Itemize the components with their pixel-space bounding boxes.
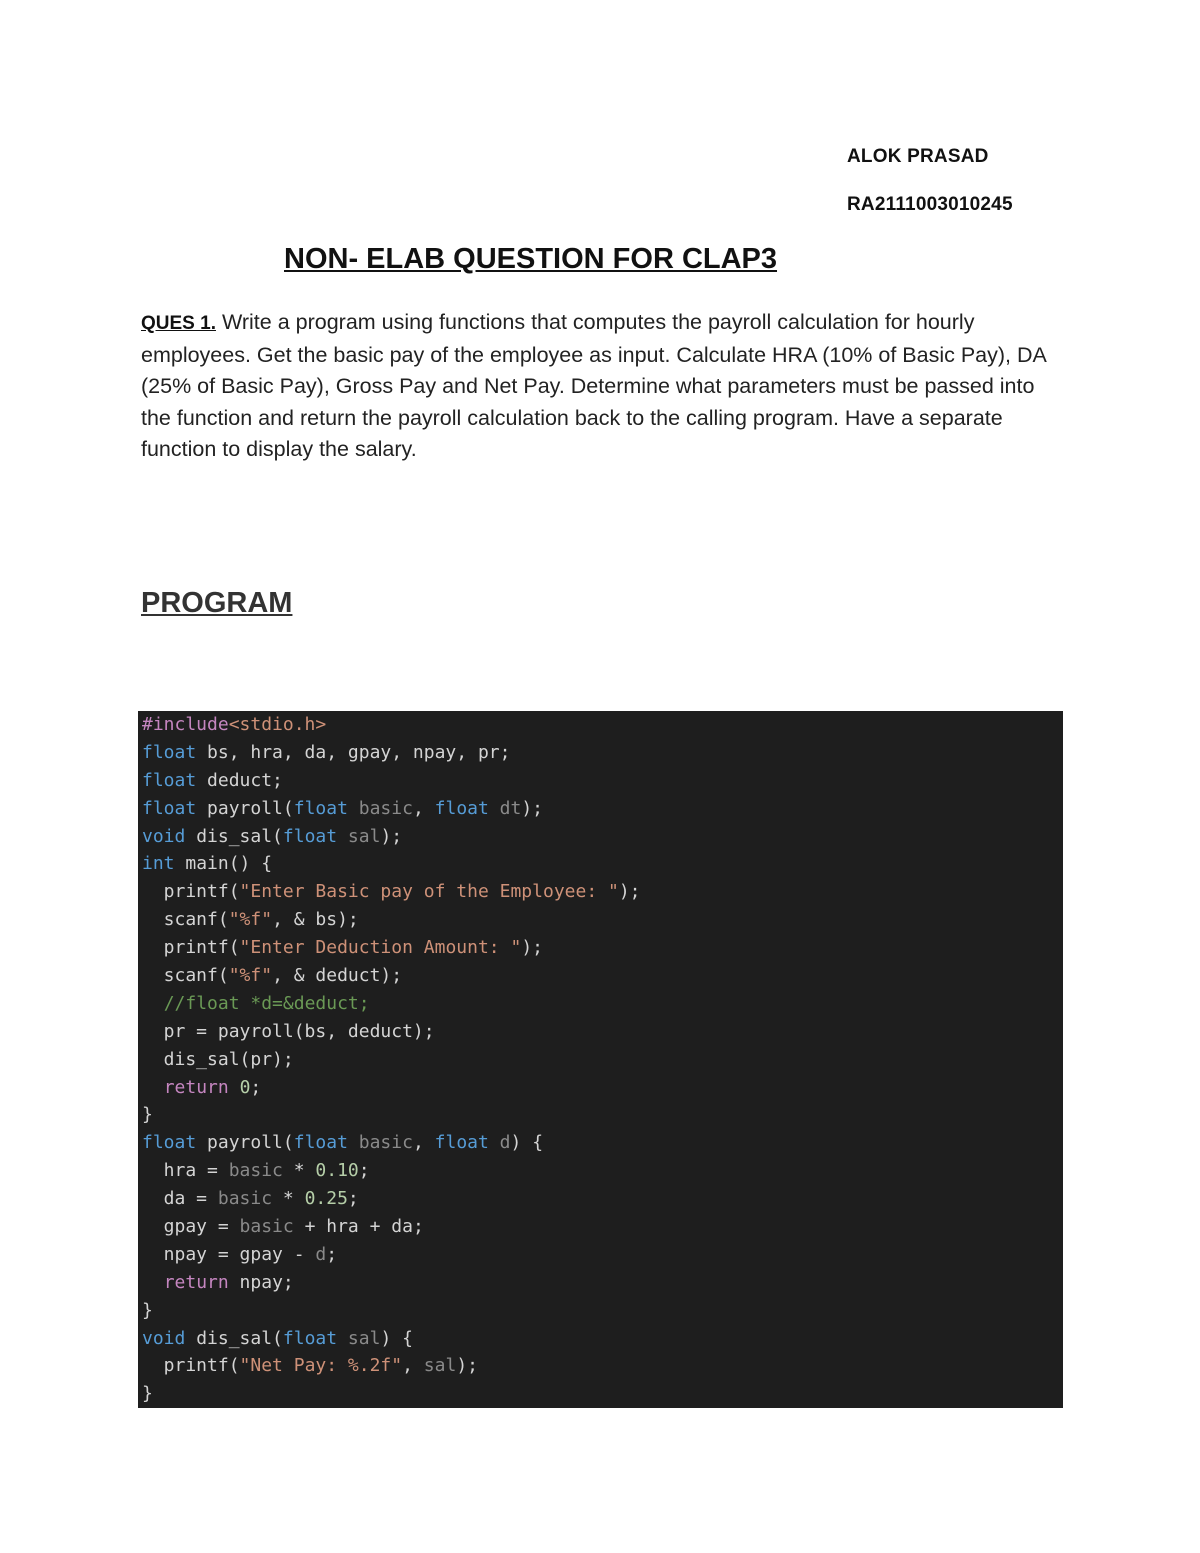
code-line: [142, 739, 1063, 767]
code-token: ,: [402, 1355, 424, 1377]
code-token: //float *d=&deduct;: [163, 992, 370, 1014]
code-line: [142, 1046, 1063, 1074]
code-line: [142, 990, 1063, 1018]
code-token: "%f": [228, 965, 273, 987]
question-paragraph: [141, 307, 1061, 466]
code-token: int: [142, 853, 175, 875]
code-token: "%f": [228, 909, 273, 931]
code-line: [142, 1101, 1063, 1129]
code-token: [142, 1077, 164, 1098]
code-token: );: [618, 881, 641, 903]
code-token: }: [142, 1104, 153, 1126]
code-token: d: [488, 1132, 511, 1154]
code-line: [142, 1213, 1063, 1241]
code-line: [142, 878, 1063, 906]
code-block: [138, 711, 1063, 1408]
code-line: [142, 850, 1063, 878]
code-token: npay = gpay -: [142, 1243, 316, 1265]
code-token: pr = payroll(bs, deduct);: [142, 1020, 435, 1042]
code-token: [142, 993, 164, 1014]
code-line: [142, 767, 1063, 795]
code-line: [142, 1297, 1063, 1325]
code-token: return: [163, 1076, 229, 1098]
code-token: , & deduct);: [272, 965, 403, 987]
code-token: ;: [358, 1160, 370, 1182]
code-token: printf(: [142, 881, 240, 903]
code-token: dt: [488, 797, 522, 819]
code-token: bs, hra, da, gpay, npay, pr;: [196, 741, 511, 763]
code-token: return: [163, 1271, 229, 1293]
code-line: [142, 1129, 1063, 1157]
code-token: , & bs);: [272, 909, 359, 931]
code-token: #include: [142, 714, 229, 735]
code-line: [142, 1241, 1063, 1269]
code-line: [142, 1352, 1063, 1380]
code-line: [142, 1157, 1063, 1185]
code-token: hra =: [142, 1160, 229, 1182]
code-token: ,: [412, 797, 435, 819]
code-token: }: [142, 1299, 153, 1321]
code-token: float: [282, 825, 338, 847]
code-token: + hra + da;: [293, 1216, 424, 1238]
code-token: float: [282, 1327, 338, 1349]
code-token: 0: [239, 1076, 251, 1098]
code-token: void: [142, 1327, 186, 1349]
code-line: [142, 823, 1063, 851]
code-line: [142, 1018, 1063, 1046]
code-token: <stdio.h>: [228, 714, 327, 735]
code-line: [142, 711, 1063, 739]
code-token: ;: [347, 1188, 359, 1210]
code-token: scanf(: [142, 909, 229, 931]
code-token: [142, 1272, 164, 1293]
code-token: }: [142, 1383, 153, 1405]
code-token: sal: [337, 825, 381, 847]
question-text: Write a program using functions that computes the payroll calculation for hourly employees. Get the basic pay of the employee as input. Calculate HRA (10% of Basic Pay), DA (25% of Basic Pay), Gross Pay and Net Pay. Determine what parameters must be passed into the function and return the payroll calculation back to the calling program. Have a separate function to display the salary.: [141, 310, 1046, 461]
question-label: QUES 1.: [141, 313, 216, 334]
code-token: ,: [412, 1132, 435, 1154]
code-line: [142, 934, 1063, 962]
code-line: [142, 795, 1063, 823]
code-line: [142, 1380, 1063, 1408]
code-token: float: [293, 1132, 348, 1154]
code-token: gpay =: [142, 1216, 240, 1238]
code-token: printf(: [142, 937, 240, 959]
code-token: );: [380, 825, 403, 847]
code-token: sal: [423, 1355, 457, 1377]
code-token: basic: [347, 1132, 413, 1154]
code-token: ) {: [380, 1327, 413, 1349]
code-token: printf(: [142, 1355, 240, 1377]
code-token: void: [142, 825, 186, 847]
code-token: 0.10: [315, 1160, 359, 1182]
code-token: npay;: [228, 1271, 294, 1293]
code-line: [142, 906, 1063, 934]
code-token: float: [434, 1132, 489, 1154]
code-line: [142, 962, 1063, 990]
code-token: *: [282, 1160, 316, 1182]
code-token: ;: [326, 1243, 338, 1265]
code-token: "Net Pay: %.2f": [239, 1355, 403, 1377]
code-token: basic: [239, 1216, 294, 1238]
code-token: scanf(: [142, 965, 229, 987]
code-token: float: [142, 769, 197, 791]
code-token: );: [521, 797, 544, 819]
code-token: sal: [337, 1327, 381, 1349]
code-token: "Enter Basic pay of the Employee: ": [239, 881, 619, 903]
code-token: payroll(: [196, 1132, 294, 1154]
code-token: float: [293, 797, 348, 819]
code-token: float: [434, 797, 489, 819]
code-token: 0.25: [304, 1188, 348, 1210]
code-token: deduct;: [196, 769, 283, 791]
code-token: "Enter Deduction Amount: ": [239, 937, 522, 959]
code-token: payroll(: [196, 797, 294, 819]
author-name: ALOK PRASAD: [847, 146, 989, 167]
code-line: [142, 1325, 1063, 1353]
code-line: [142, 1074, 1063, 1102]
code-token: main() {: [174, 853, 273, 875]
code-token: );: [456, 1355, 478, 1377]
program-heading: PROGRAM: [141, 587, 293, 619]
code-line: [142, 1269, 1063, 1297]
code-token: [229, 1077, 240, 1098]
code-token: dis_sal(: [185, 825, 283, 847]
code-token: dis_sal(pr);: [142, 1048, 294, 1070]
code-token: basic: [217, 1188, 273, 1210]
code-token: basic: [228, 1160, 283, 1182]
code-token: d: [315, 1243, 327, 1265]
code-line: [142, 1185, 1063, 1213]
code-token: ) {: [510, 1132, 544, 1154]
code-token: float: [142, 1132, 197, 1154]
code-token: basic: [347, 797, 413, 819]
code-token: da =: [142, 1188, 218, 1210]
author-register-number: RA2111003010245: [847, 194, 1013, 215]
code-token: float: [142, 797, 197, 819]
code-token: float: [142, 741, 197, 763]
code-token: *: [272, 1188, 305, 1210]
code-token: dis_sal(: [185, 1327, 283, 1349]
document-title: NON- ELAB QUESTION FOR CLAP3: [284, 243, 778, 275]
code-token: ;: [250, 1076, 262, 1098]
code-token: );: [521, 937, 543, 959]
